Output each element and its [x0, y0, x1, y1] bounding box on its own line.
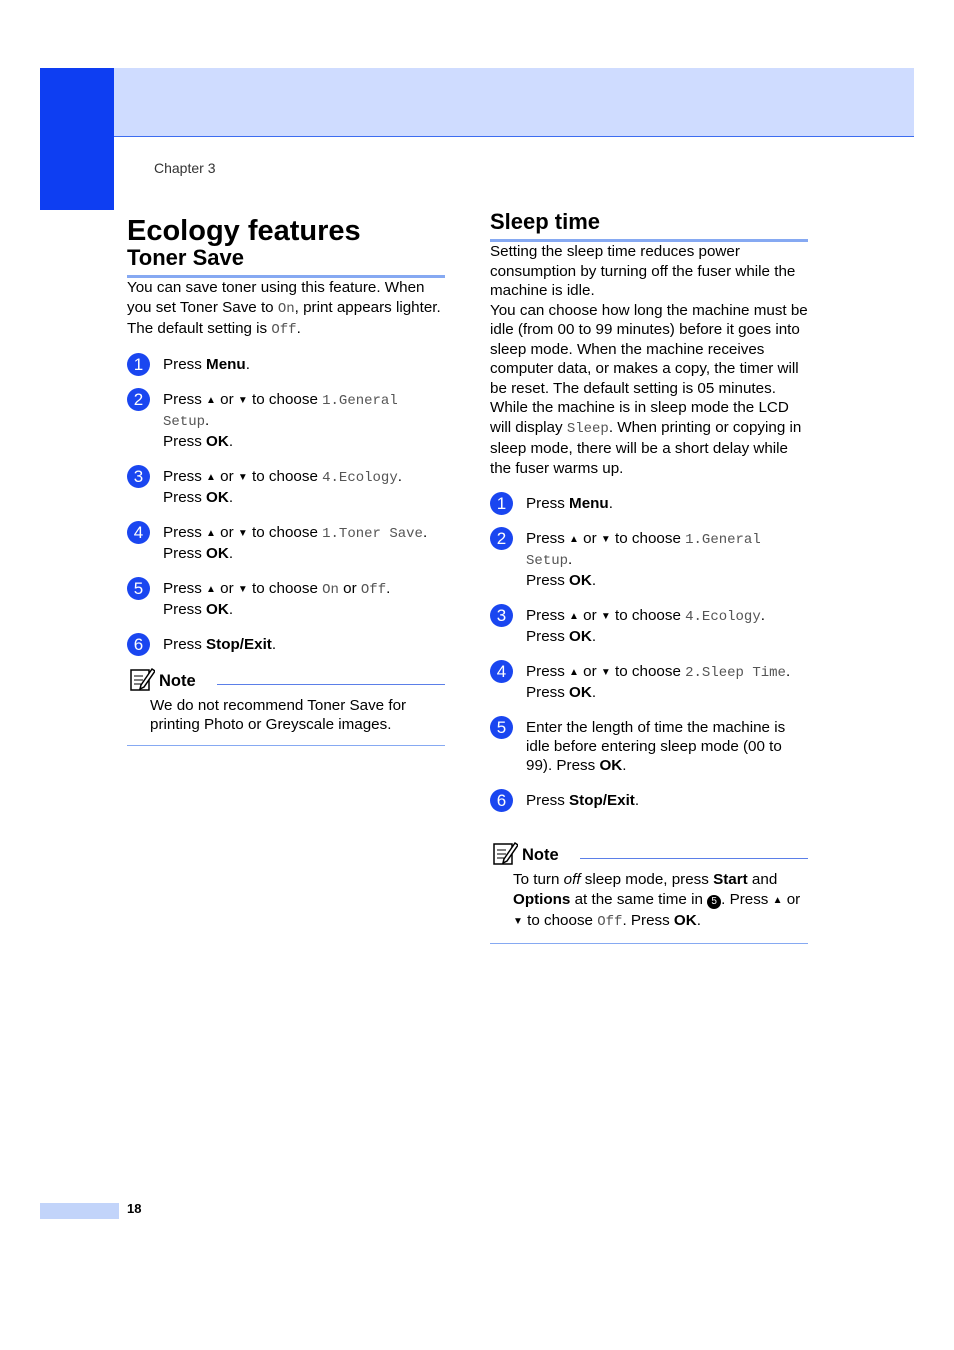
up-arrow-icon: ▲: [569, 667, 579, 678]
down-arrow-icon: ▼: [513, 916, 523, 927]
down-arrow-icon: ▼: [600, 667, 611, 678]
down-arrow-icon: ▼: [237, 583, 248, 595]
step-number: 4: [127, 521, 150, 544]
up-arrow-icon: ▲: [569, 611, 579, 622]
page-title: Ecology features: [127, 215, 361, 247]
toner-save-intro: You can save toner using this feature. When you set Toner Save to On, print appears lighter. The default setting is Off.: [127, 279, 441, 338]
step-5: 5 Press ▲ or ▼ to choose On or Off. Press OK.: [127, 579, 445, 619]
note-box: [127, 666, 445, 746]
step-number: 4: [490, 660, 513, 683]
step-4: 4 Press ▲ or ▼ to choose 2.Sleep Time. Press OK.: [490, 662, 808, 702]
left-column: [127, 210, 445, 746]
note-pencil-icon: [492, 840, 518, 866]
step-number: 5: [127, 577, 150, 600]
step-5: 5 Enter the length of time the machine is idle before entering sleep mode (00 to 99). Press OK.: [490, 718, 808, 775]
step-number: 1: [127, 353, 150, 376]
up-arrow-icon: ▲: [206, 394, 216, 406]
step-1: 1 Press Menu.: [490, 494, 808, 513]
sleep-time-steps: [490, 494, 808, 810]
step-3: 3 Press ▲ or ▼ to choose 4.Ecology. Press OK.: [490, 606, 808, 646]
step-number: 5: [490, 716, 513, 739]
step-number: 2: [127, 388, 150, 411]
step-reference-icon: 5: [707, 895, 721, 909]
down-arrow-icon: ▼: [237, 394, 248, 406]
step-number: 6: [490, 789, 513, 812]
step-number: 6: [127, 633, 150, 656]
sleep-para-3: While the machine is in sleep mode the LCD will display Sleep. When printing or copying in sleep mode, there will be a short delay while the fuser warms up.: [490, 399, 802, 477]
page-number: 18: [127, 1201, 142, 1216]
step-1: 1 Press Menu.: [127, 355, 445, 374]
up-arrow-icon: ▲: [206, 583, 216, 595]
header-band: [114, 68, 914, 137]
step-2: 2 Press ▲ or ▼ to choose 1.General Setup. Press OK.: [127, 390, 445, 451]
right-column: [490, 210, 808, 944]
up-arrow-icon: ▲: [206, 471, 216, 483]
toner-save-steps: [127, 355, 445, 654]
step-number: 1: [490, 492, 513, 515]
step-4: 4 Press ▲ or ▼ to choose 1.Toner Save. Press OK.: [127, 523, 445, 563]
chapter-label: Chapter 3: [154, 160, 216, 176]
section-title-sleep-time: Sleep time: [490, 210, 808, 242]
up-arrow-icon: ▲: [206, 527, 216, 539]
sleep-para-2: You can choose how long the machine must be idle (from 00 to 99 minutes) before it goes into sleep mode. When the machine receives computer data, or makes a copy, the timer will be reset. The default setting is 05 minutes.: [490, 301, 808, 397]
step-3: 3 Press ▲ or ▼ to choose 4.Ecology. Press OK.: [127, 467, 445, 507]
step-number: 3: [127, 465, 150, 488]
step-number: 3: [490, 604, 513, 627]
note-pencil-icon: [129, 666, 155, 692]
sleep-para-1: Setting the sleep time reduces power consumption by turning off the fuser while the machine is idle.: [490, 243, 796, 299]
down-arrow-icon: ▼: [600, 534, 611, 545]
chapter-tab: [40, 68, 114, 210]
step-6: 6 Press Stop/Exit.: [490, 791, 808, 810]
up-arrow-icon: ▲: [569, 534, 579, 545]
down-arrow-icon: ▼: [237, 471, 248, 483]
step-number: 2: [490, 527, 513, 550]
note-text: To turn off sleep mode, press Start and Options at the same time in 5 . Press ▲ or ▼ to choose Off. Press OK.: [513, 871, 801, 930]
section-title-toner-save: Toner Save: [127, 246, 445, 278]
down-arrow-icon: ▼: [600, 611, 611, 622]
down-arrow-icon: ▼: [237, 527, 248, 539]
note-label: Note: [522, 846, 559, 864]
note-label: Note: [159, 671, 196, 690]
note-text: We do not recommend Toner Save for printing Photo or Greyscale images.: [150, 696, 407, 733]
note-box: [490, 840, 808, 944]
up-arrow-icon: ▲: [772, 894, 783, 906]
step-6: 6 Press Stop/Exit.: [127, 635, 445, 654]
footer-bar: [40, 1203, 119, 1219]
step-2: 2 Press ▲ or ▼ to choose 1.General Setup. Press OK.: [490, 529, 808, 590]
